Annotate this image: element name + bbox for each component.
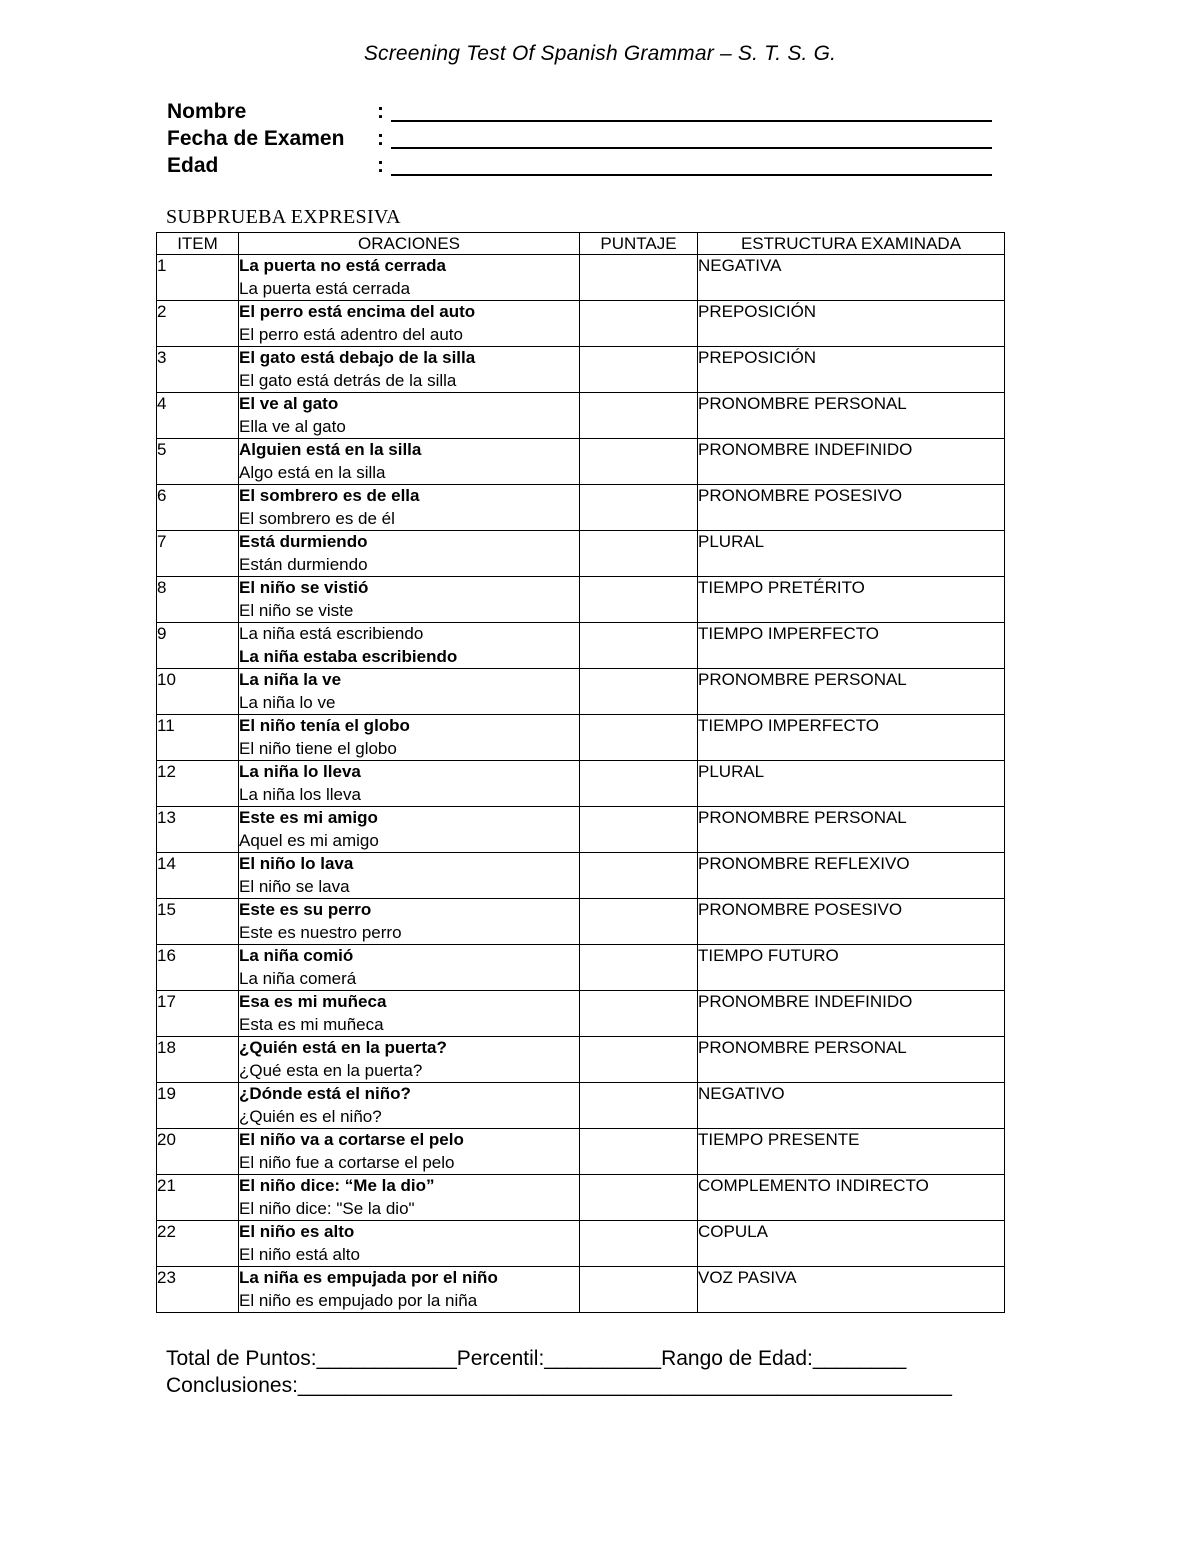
score-cell[interactable] <box>580 347 698 393</box>
table-header-row <box>157 233 1005 255</box>
table-row <box>157 853 1005 899</box>
score-cell[interactable] <box>580 531 698 577</box>
header-item: ITEM <box>157 233 239 255</box>
sentence-line: El gato está debajo de la silla <box>239 348 476 367</box>
sentence-line: El sombrero es de él <box>239 508 395 528</box>
table-row <box>157 945 1005 991</box>
sentences-cell <box>239 1129 580 1175</box>
structure-cell: PRONOMBRE PERSONAL <box>698 393 1005 439</box>
sentence-line: El niño se lava <box>239 876 350 896</box>
sentence-line: ¿Dónde está el niño? <box>239 1084 411 1103</box>
sentence-line: Este es nuestro perro <box>239 922 402 942</box>
sentence-line: El sombrero es de ella <box>239 486 420 505</box>
structure-cell: PREPOSICIÓN <box>698 347 1005 393</box>
score-cell[interactable] <box>580 899 698 945</box>
score-cell[interactable] <box>580 761 698 807</box>
score-cell[interactable] <box>580 1037 698 1083</box>
sentence-line: El niño se vistió <box>239 578 369 597</box>
item-number: 5 <box>157 439 239 485</box>
sentence-line: Este es su perro <box>239 900 372 919</box>
table-row <box>157 1083 1005 1129</box>
structure-cell: TIEMPO IMPERFECTO <box>698 715 1005 761</box>
sentences-cell <box>239 623 580 669</box>
sentence-line: Aquel es mi amigo <box>239 830 379 850</box>
sentence-line: Algo está en la silla <box>239 462 386 482</box>
item-number: 14 <box>157 853 239 899</box>
score-cell[interactable] <box>580 485 698 531</box>
table-row <box>157 393 1005 439</box>
sentence-line: El niño va a cortarse el pelo <box>239 1130 464 1149</box>
sentences-cell <box>239 899 580 945</box>
section-title: SUBPRUEBA EXPRESIVA <box>166 206 401 228</box>
exam-date-colon: : <box>377 127 384 150</box>
score-cell[interactable] <box>580 1267 698 1313</box>
sentence-line: El niño está alto <box>239 1244 360 1264</box>
sentence-line: La niña comerá <box>239 968 357 988</box>
sentence-line: El ve al gato <box>239 394 339 413</box>
document-title: Screening Test Of Spanish Grammar – S. T. S. G. <box>363 42 837 65</box>
structure-cell: PRONOMBRE PERSONAL <box>698 1037 1005 1083</box>
table-row <box>157 1267 1005 1313</box>
table-row <box>157 301 1005 347</box>
structure-cell: TIEMPO IMPERFECTO <box>698 623 1005 669</box>
table-row <box>157 623 1005 669</box>
sentences-cell <box>239 1221 580 1267</box>
score-cell[interactable] <box>580 853 698 899</box>
sentences-cell <box>239 1083 580 1129</box>
sentence-line: Ella ve al gato <box>239 416 346 436</box>
table-row <box>157 1221 1005 1267</box>
sentences-cell <box>239 1267 580 1313</box>
score-cell[interactable] <box>580 669 698 715</box>
sentences-cell <box>239 669 580 715</box>
sentences-cell <box>239 347 580 393</box>
score-cell[interactable] <box>580 1129 698 1175</box>
score-cell[interactable] <box>580 577 698 623</box>
header-score: PUNTAJE <box>580 233 698 255</box>
item-number: 17 <box>157 991 239 1037</box>
structure-cell: TIEMPO PRESENTE <box>698 1129 1005 1175</box>
item-number: 8 <box>157 577 239 623</box>
sentence-line: La niña lo ve <box>239 692 336 712</box>
structure-cell: PLURAL <box>698 761 1005 807</box>
sentence-line: La niña los lleva <box>239 784 361 804</box>
age-field[interactable] <box>167 151 992 178</box>
structure-cell: TIEMPO FUTURO <box>698 945 1005 991</box>
score-cell[interactable] <box>580 945 698 991</box>
sentence-line: Alguien está en la silla <box>239 440 422 459</box>
item-number: 3 <box>157 347 239 393</box>
sentence-line: ¿Quién está en la puerta? <box>239 1038 447 1057</box>
exam-date-field[interactable] <box>167 124 992 151</box>
sentence-line: El niño tenía el globo <box>239 716 410 735</box>
score-cell[interactable] <box>580 1083 698 1129</box>
sentence-line: El perro está adentro del auto <box>239 324 463 344</box>
sentences-cell <box>239 301 580 347</box>
table-row <box>157 577 1005 623</box>
age-colon: : <box>377 154 384 177</box>
score-cell[interactable] <box>580 807 698 853</box>
table-row <box>157 1129 1005 1175</box>
sentence-line: Está durmiendo <box>239 532 368 551</box>
sentence-line: El niño dice: “Me la dio” <box>239 1176 435 1195</box>
table-row <box>157 255 1005 301</box>
sentence-line: La niña estaba escribiendo <box>239 646 458 666</box>
sentence-line: El niño es alto <box>239 1222 355 1241</box>
header-sentences: ORACIONES <box>239 233 580 255</box>
table-row <box>157 347 1005 393</box>
structure-cell: VOZ PASIVA <box>698 1267 1005 1313</box>
structure-cell: PRONOMBRE INDEFINIDO <box>698 991 1005 1037</box>
sentences-cell <box>239 577 580 623</box>
score-cell[interactable] <box>580 715 698 761</box>
sentences-cell <box>239 807 580 853</box>
sentence-line: El niño es empujado por la niña <box>239 1290 478 1310</box>
sentence-line: Este es mi amigo <box>239 808 378 827</box>
sentence-line: La puerta no está cerrada <box>239 256 446 275</box>
expressive-subtest-table <box>156 232 1005 1313</box>
structure-cell: PREPOSICIÓN <box>698 301 1005 347</box>
sentence-line: Esa es mi muñeca <box>239 992 387 1011</box>
item-number: 15 <box>157 899 239 945</box>
table-row <box>157 991 1005 1037</box>
exam-date-label: Fecha de Examen <box>167 127 345 150</box>
structure-cell: PRONOMBRE PERSONAL <box>698 669 1005 715</box>
score-cell[interactable] <box>580 439 698 485</box>
item-number: 16 <box>157 945 239 991</box>
sentence-line: El gato está detrás de la silla <box>239 370 457 390</box>
sentence-line: La niña está escribiendo <box>239 624 424 643</box>
age-blank-line[interactable] <box>391 158 992 176</box>
table-row <box>157 1175 1005 1221</box>
table-row <box>157 715 1005 761</box>
sentences-cell <box>239 531 580 577</box>
structure-cell: NEGATIVA <box>698 255 1005 301</box>
sentence-line: La puerta está cerrada <box>239 278 411 298</box>
item-number: 7 <box>157 531 239 577</box>
item-number: 12 <box>157 761 239 807</box>
structure-cell: COPULA <box>698 1221 1005 1267</box>
age-label: Edad <box>167 154 219 177</box>
table-row <box>157 439 1005 485</box>
score-cell[interactable] <box>580 1221 698 1267</box>
item-number: 4 <box>157 393 239 439</box>
sentences-cell <box>239 1175 580 1221</box>
sentence-line: ¿Quién es el niño? <box>239 1106 382 1126</box>
sentence-line: El niño lo lava <box>239 854 354 873</box>
item-number: 11 <box>157 715 239 761</box>
item-number: 22 <box>157 1221 239 1267</box>
sentences-cell <box>239 255 580 301</box>
sentence-line: Esta es mi muñeca <box>239 1014 384 1034</box>
score-cell[interactable] <box>580 255 698 301</box>
item-number: 19 <box>157 1083 239 1129</box>
sentences-cell <box>239 945 580 991</box>
sentence-line: El niño tiene el globo <box>239 738 397 758</box>
sentences-cell <box>239 761 580 807</box>
structure-cell: PRONOMBRE REFLEXIVO <box>698 853 1005 899</box>
item-number: 20 <box>157 1129 239 1175</box>
score-cell[interactable] <box>580 623 698 669</box>
sentences-cell <box>239 991 580 1037</box>
sentences-cell <box>239 1037 580 1083</box>
score-cell[interactable] <box>580 301 698 347</box>
name-blank-line[interactable] <box>391 104 992 122</box>
footer-totals-line: Total de Puntos:____________Percentil:__________Rango de Edad:________ <box>166 1347 907 1370</box>
sentences-cell <box>239 715 580 761</box>
item-number: 9 <box>157 623 239 669</box>
sentence-line: El niño se viste <box>239 600 354 620</box>
item-number: 6 <box>157 485 239 531</box>
structure-cell: PLURAL <box>698 531 1005 577</box>
item-number: 23 <box>157 1267 239 1313</box>
footer <box>166 1345 952 1399</box>
header-structure: ESTRUCTURA EXAMINADA <box>698 233 1005 255</box>
sentence-line: El perro está encima del auto <box>239 302 476 321</box>
sentences-cell <box>239 393 580 439</box>
score-cell[interactable] <box>580 393 698 439</box>
footer-conclusions-line: Conclusiones:________________________________________________________ <box>166 1374 952 1397</box>
score-cell[interactable] <box>580 1175 698 1221</box>
structure-cell: NEGATIVO <box>698 1083 1005 1129</box>
structure-cell: TIEMPO PRETÉRITO <box>698 577 1005 623</box>
sentence-line: La niña la ve <box>239 670 342 689</box>
sentence-line: El niño fue a cortarse el pelo <box>239 1152 455 1172</box>
table-row <box>157 485 1005 531</box>
score-cell[interactable] <box>580 991 698 1037</box>
item-number: 13 <box>157 807 239 853</box>
table-row <box>157 669 1005 715</box>
item-number: 21 <box>157 1175 239 1221</box>
sentence-line: La niña es empujada por el niño <box>239 1268 498 1287</box>
sentences-cell <box>239 439 580 485</box>
name-field[interactable] <box>167 97 992 124</box>
table-row <box>157 899 1005 945</box>
name-label: Nombre <box>167 100 247 123</box>
structure-cell: PRONOMBRE INDEFINIDO <box>698 439 1005 485</box>
sentence-line: Están durmiendo <box>239 554 368 574</box>
name-colon: : <box>377 100 384 123</box>
table-row <box>157 531 1005 577</box>
structure-cell: PRONOMBRE PERSONAL <box>698 807 1005 853</box>
sentences-cell <box>239 485 580 531</box>
sentences-cell <box>239 853 580 899</box>
structure-cell: PRONOMBRE POSESIVO <box>698 899 1005 945</box>
structure-cell: COMPLEMENTO INDIRECTO <box>698 1175 1005 1221</box>
sentence-line: El niño dice: "Se la dio" <box>239 1198 415 1218</box>
item-number: 18 <box>157 1037 239 1083</box>
exam-date-blank-line[interactable] <box>391 131 992 149</box>
item-number: 1 <box>157 255 239 301</box>
item-number: 10 <box>157 669 239 715</box>
table-body <box>157 255 1005 1313</box>
item-number: 2 <box>157 301 239 347</box>
table-row <box>157 807 1005 853</box>
sentence-line: ¿Qué esta en la puerta? <box>239 1060 423 1080</box>
structure-cell: PRONOMBRE POSESIVO <box>698 485 1005 531</box>
sentence-line: La niña lo lleva <box>239 762 361 781</box>
table-row <box>157 761 1005 807</box>
table-row <box>157 1037 1005 1083</box>
student-info-fields <box>167 97 992 178</box>
sentence-line: La niña comió <box>239 946 354 965</box>
